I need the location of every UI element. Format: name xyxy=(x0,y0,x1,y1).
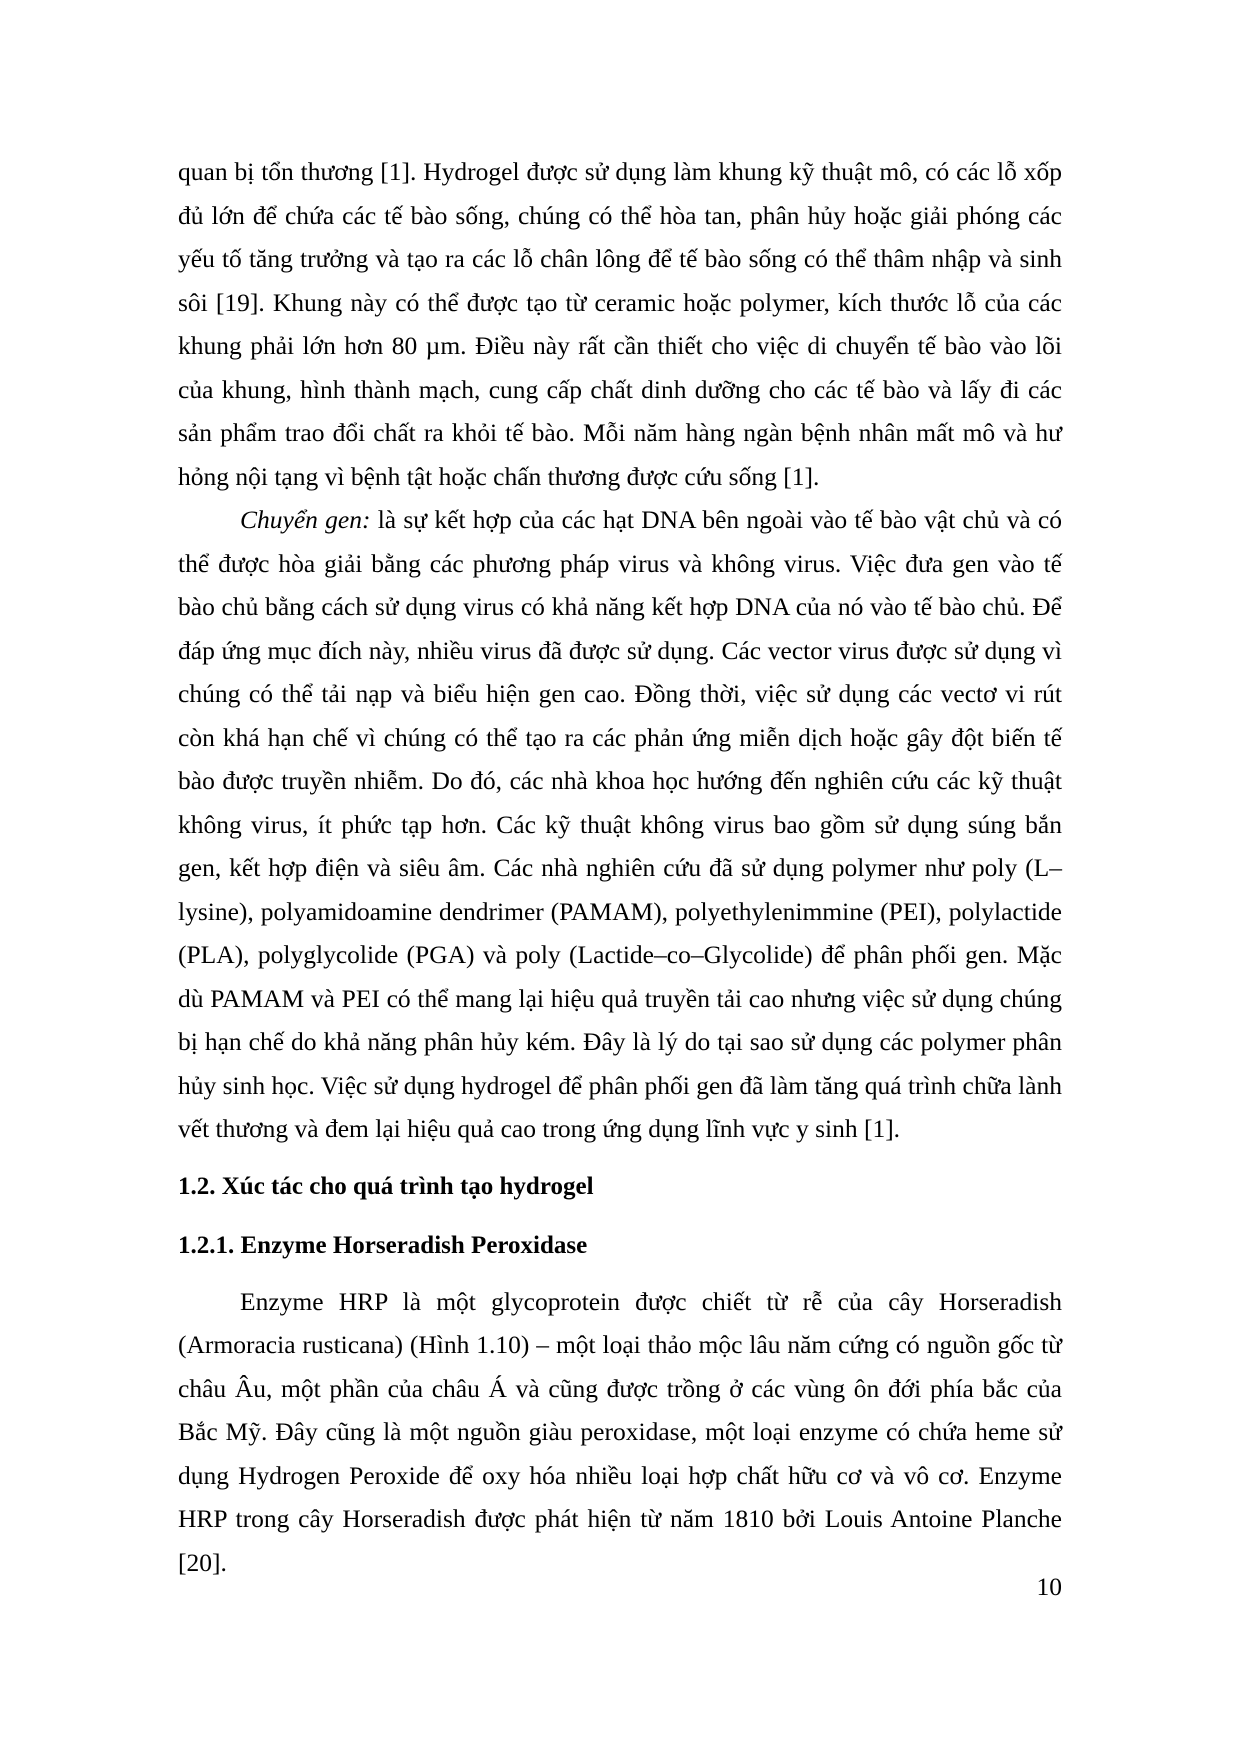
paragraph-gene-transfer xyxy=(178,498,1062,1151)
paragraph-gene-transfer-body: là sự kết hợp của các hạt DNA bên ngoài vào tế bào vật chủ và có thể được hòa giải bằng các phương pháp virus và không virus. Việc đưa gen vào tế bào chủ bằng cách sử dụng virus có khả năng kết hợp DNA của nó vào tế bào chủ. Để đáp ứng mục đích này, nhiều virus đã được sử dụng. Các vector virus được sử dụng vì chúng có thể tải nạp và biểu hiện gen cao. Đồng thời, việc sử dụng các vectơ vi rút còn khá hạn chế vì chúng có thể tạo ra các phản ứng miễn dịch hoặc gây đột biến tế bào được truyền nhiễm. Do đó, các nhà khoa học hướng đến nghiên cứu các kỹ thuật không virus, ít phức tạp hơn. Các kỹ thuật không virus bao gồm sử dụng súng bắn gen, kết hợp điện và siêu âm. Các nhà nghiên cứu đã sử dụng polymer như poly (L–lysine), polyamidoamine dendrimer (PAMAM), polyethylenimmine (PEI), polylactide (PLA), polyglycolide (PGA) và poly (Lactide–co–Glycolide) để phân phối gen. Mặc dù PAMAM và PEI có thể mang lại hiệu quả truyền tải cao nhưng việc sử dụng chúng bị hạn chế do khả năng phân hủy kém. Đây là lý do tại sao sử dụng các polymer phân hủy sinh học. Việc sử dụng hydrogel để phân phối gen đã làm tăng quá trình chữa lành vết thương và đem lại hiệu quả cao trong ứng dụng lĩnh vực y sinh [1]. xyxy=(178,505,1062,1143)
paragraph-hrp: Enzyme HRP là một glycoprotein được chiết từ rễ của cây Horseradish (Armoracia rusticana) (Hình 1.10) – một loại thảo mộc lâu năm cứng có nguồn gốc từ châu Âu, một phần của châu Á và cũng được trồng ở các vùng ôn đới phía bắc của Bắc Mỹ. Đây cũng là một nguồn giàu peroxidase, một loại enzyme có chứa heme sử dụng Hydrogen Peroxide để oxy hóa nhiều loại hợp chất hữu cơ và vô cơ. Enzyme HRP trong cây Horseradish được phát hiện từ năm 1810 bởi Louis Antoine Planche [20]. xyxy=(178,1286,1062,1577)
term-chuyen-gen: Chuyển gen: xyxy=(240,505,371,534)
section-heading-1-2: 1.2. Xúc tác cho quá trình tạo hydrogel xyxy=(178,1172,594,1200)
paragraph-intro: quan bị tổn thương [1]. Hydrogel được sử dụng làm khung kỹ thuật mô, có các lỗ xốp đủ lớn để chứa các tế bào sống, chúng có thể hòa tan, phân hủy hoặc giải phóng các yếu tố tăng trưởng và tạo ra các lỗ chân lông để tế bào sống có thể thâm nhập và sinh sôi [19]. Khung này có thể được tạo từ ceramic hoặc polymer, kích thước lỗ của các khung phải lớn hơn 80 µm. Điều này rất cần thiết cho việc di chuyển tế bào vào lõi của khung, hình thành mạch, cung cấp chất dinh dưỡng cho các tế bào và lấy đi các sản phẩm trao đổi chất ra khỏi tế bào. Mỗi năm hàng ngàn bệnh nhân mất mô và hư hỏng nội tạng vì bệnh tật hoặc chấn thương được cứu sống [1]. xyxy=(178,157,1062,491)
page-number: 10 xyxy=(1036,1572,1062,1601)
section-heading-1-2-1: 1.2.1. Enzyme Horseradish Peroxidase xyxy=(178,1232,588,1259)
